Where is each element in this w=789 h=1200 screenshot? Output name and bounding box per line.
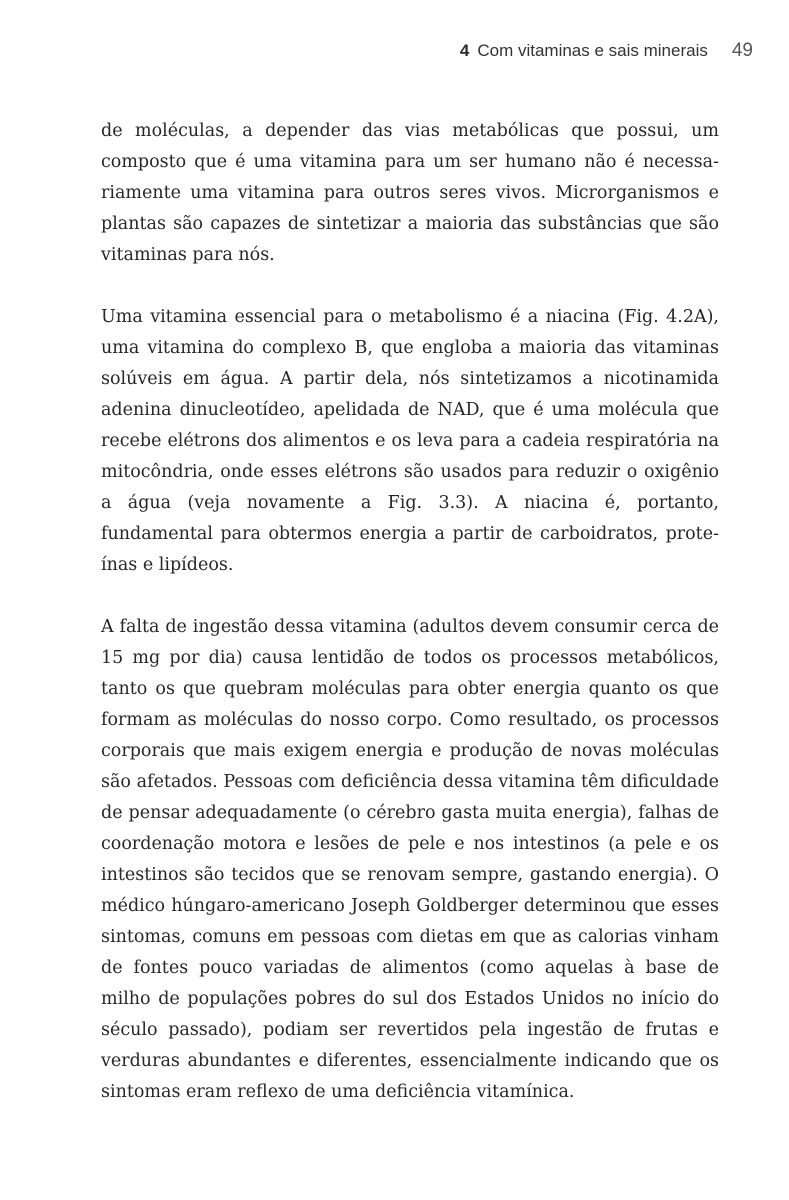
paragraph-1: de moléculas, a depender das vias metabólicas que possui, um composto que é uma vitamina para um ser humano não é necessariamente uma vitamina para outros seres vivos. Microrganismos e plantas são capazes de sintetizar a maioria das substâncias que são vitaminas para nós. xyxy=(101,121,719,265)
running-header xyxy=(460,40,753,64)
paragraph-3: A falta de ingestão dessa vitamina (adultos devem consumir cerca de 15 mg por dia) causa lentidão de todos os processos metabólicos, tanto os que quebram moléculas para obter energia quanto os que formam as moléculas do nosso corpo. Como resultado, os processos corporais que mais exigem energia e produção de novas moléculas são afetados. Pessoas com deficiência dessa vitamina têm dificuldade de pensar adequadamente (o cérebro gasta muita energia), falhas de coordenação motora e lesões de pele e nos intestinos (a pele e os intestinos são tecidos que se renovam sempre, gastando energia). O médico húngaro-americano Joseph Goldberger determinou que esses sintomas, comuns em pessoas com dietas em que as calorias vinham de fontes pouco variadas de alimentos (como aquelas à base de milho de populações pobres do sul dos Estados Unidos no início do século passado), podiam ser revertidos pela ingestão de frutas e verduras abundantes e diferentes, essencialmente indicando que os sintomas eram reflexo de uma deficiência vitamínica. xyxy=(101,617,719,1102)
page-number: 49 xyxy=(731,40,753,61)
paragraph-2: Uma vitamina essencial para o metabolismo é a niacina (Fig. 4.2A), uma vitamina do complexo B, que engloba a maioria das vitaminas solúveis em água. A partir dela, nós sintetizamos a nicotinamida adenina dinucleotídeo, apelidada de NAD, que é uma molécula que recebe elétrons dos alimentos e os leva para a cadeia respiratória na mitocôndria, onde esses elétrons são usados para reduzir o oxigênio a água (veja novamente a Fig. 3.3). A niacina é, portanto, fundamental para obtermos energia a partir de carboidratos, proteínas e lipídeos. xyxy=(101,307,719,575)
chapter-title: Com vitaminas e sais minerais xyxy=(477,41,708,60)
body-text xyxy=(101,116,719,1108)
chapter-number: 4 xyxy=(459,41,470,60)
